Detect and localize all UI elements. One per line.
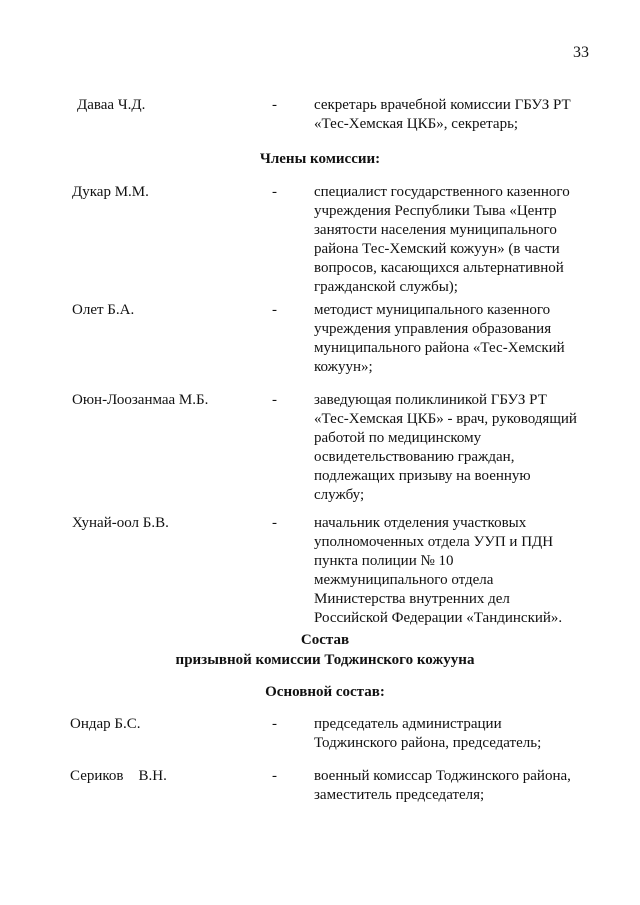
section-title-line2: призывной комиссии Тоджинского кожууна: [175, 652, 475, 668]
section-title-line1: Состав: [300, 632, 350, 648]
page-number: 33: [573, 44, 589, 61]
person-name: Хунай-оол Б.В.: [72, 515, 169, 531]
person-name: Даваа Ч.Д.: [77, 97, 146, 113]
dash: -: [272, 184, 277, 200]
person-name: Оюн-Лоозанмаа М.Б.: [72, 392, 209, 408]
dash: -: [272, 302, 277, 318]
main-composition-heading: Основной состав:: [265, 684, 385, 700]
person-name: Сериков В.Н.: [70, 768, 167, 784]
members-heading: Члены комиссии:: [259, 151, 381, 167]
person-role: председатель администрации Тоджинского района, председатель;: [314, 716, 542, 751]
person-name: Олет Б.А.: [72, 302, 135, 318]
person-role: специалист государственного казенного учреждения Республики Тыва «Центр занятости населения муниципального района Тес-Хемский кожуун» (в части вопросов, касающихся альтернативной гражданской службы);: [314, 184, 570, 295]
dash: -: [272, 97, 277, 113]
person-role: методист муниципального казенного учреждения управления образования муниципального района «Тес-Хемский кожуун»;: [314, 302, 565, 375]
person-name: Ондар Б.С.: [70, 716, 141, 732]
dash: -: [272, 768, 277, 784]
person-role: военный комиссар Тоджинского района, заместитель председателя;: [314, 768, 571, 803]
person-role: заведующая поликлиникой ГБУЗ РТ «Тес-Хемская ЦКБ» - врач, руководящий работой по медицинскому освидетельствованию граждан, подлежащих призыву на военную службу;: [314, 392, 577, 503]
dash: -: [272, 515, 277, 531]
person-role: секретарь врачебной комиссии ГБУЗ РТ «Тес-Хемская ЦКБ», секретарь;: [314, 97, 571, 132]
person-name: Дукар М.М.: [72, 184, 149, 200]
dash: -: [272, 392, 277, 408]
person-role: начальник отделения участковых уполномоченных отдела УУП и ПДН пункта полиции № 10 межмуниципального отдела Министерства внутренних дел Российской Федерации «Тандинский».: [314, 515, 563, 626]
dash: -: [272, 716, 277, 732]
